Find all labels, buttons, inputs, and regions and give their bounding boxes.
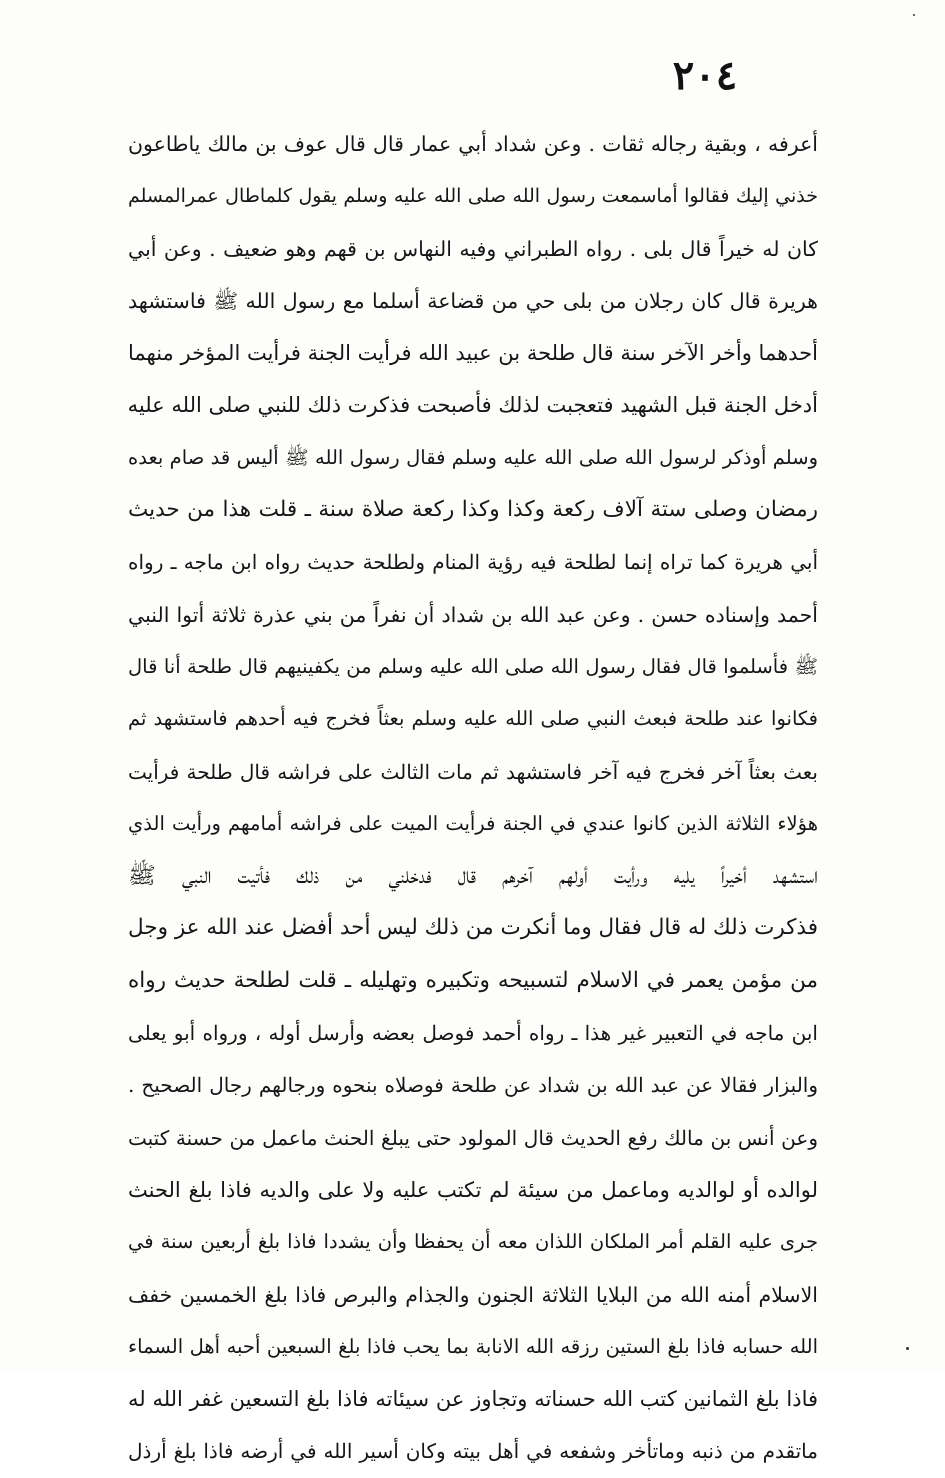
body-text (128, 118, 818, 1478)
text-line: وسلم أوذكر لرسول الله صلى الله عليه وسلم فقال رسول الله ﷺ أليس قد صام بعده (128, 445, 818, 469)
text-line: كان له خيراً قال بلى . رواه الطبراني وفيه النهاس بن قهم وهو ضعيف . وعن أبي (128, 236, 818, 261)
text-line: جرى عليه القلم أمر الملكان اللذان معه أن يحفظا وأن يشددا فاذا بلغ أربعين سنة في (128, 1230, 818, 1254)
text-line: ماتقدم من ذنبه وماتأخر وشفعه في أهل بيته وكان أسير الله في أرضه فاذا بلغ أرذل (128, 1439, 818, 1464)
text-line: ابن ماجه في التعبير غير هذا ـ رواه أحمد فوصل بعضه وأرسل أوله ، ورواه أبو يعلى (128, 1021, 818, 1046)
text-line: فاذا بلغ الثمانين كتب الله حسناته وتجاوز عن سيئاته فاذا بلغ التسعين غفر الله له (128, 1387, 818, 1412)
text-line: الاسلام أمنه الله من البلايا الثلاثة الجنون والجذام والبرص فاذا بلغ الخمسين خفف (128, 1282, 818, 1307)
text-line: لوالده أو لوالديه وماعمل من سيئة لم تكتب عليه ولا على والديه فاذا بلغ الحنث (128, 1177, 818, 1202)
text-line: أعرفه ، وبقية رجاله ثقات . وعن شداد أبي عمار قال قال عوف بن مالك ياطاعون (128, 132, 818, 156)
text-line: أبي هريرة كما تراه إنما لطلحة فيه رؤية المنام ولطلحة حديث رواه ابن ماجه ـ رواه (128, 550, 818, 575)
text-line: أحمد وإسناده حسن . وعن عبد الله بن شداد أن نفراً من بني عذرة ثلاثة أتوا النبي (128, 602, 818, 627)
text-line: خذني إليك فقالوا أماسمعت رسول الله صلى الله عليه وسلم يقول كلماطال عمرالمسلم (128, 185, 818, 208)
text-line: هؤلاء الثلاثة الذين كانوا عندي في الجنة فرأيت الميت على فراشه أمامهم ورأيت الذي (128, 811, 818, 835)
text-line: ﷺ فأسلموا قال فقال رسول الله صلى الله عليه وسلم من يكفينيهم قال طلحة أنا قال (128, 654, 818, 678)
text-line: والبزار فقالا عن عبد الله بن شداد عن طلحة فوصلاه بنحوه ورجالهم رجال الصحيح . (128, 1073, 819, 1098)
page-number: ٢٠٤ (672, 52, 738, 99)
text-line: هريرة قال كان رجلان من بلى حي من قضاعة أسلما مع رسول الله ﷺ فاستشهد (128, 288, 818, 313)
text-line: أحدهما وأخر الآخر سنة قال طلحة بن عبيد الله فرأيت الجنة فرأيت المؤخر منهما (128, 341, 818, 366)
scan-speck (906, 1347, 909, 1350)
text-line: رمضان وصلى ستة آلاف ركعة وكذا وكذا ركعة صلاة سنة ـ قلت هذا من حديث (128, 497, 818, 523)
text-line: فذكرت ذلك له قال فقال وما أنكرت من ذلك ليس أحد أفضل عند الله عز وجل (128, 915, 818, 941)
text-line: الله حسابه فاذا بلغ الستين رزقه الله الانابة بما يحب فاذا بلغ السبعين أحبه أهل السماء (128, 1334, 818, 1358)
text-line: بعث بعثاً آخر فخرج فيه آخر فاستشهد ثم مات الثالث على فراشه قال طلحة فرأيت (128, 759, 818, 784)
scan-speck (913, 14, 915, 16)
text-line: أدخل الجنة قبل الشهيد فتعجبت لذلك فأصبحت فذكرت ذلك للنبي صلى الله عليه (127, 393, 818, 418)
text-line: وعن أنس بن مالك رفع الحديث قال المولود حتى يبلغ الحنث ماعمل من حسنة كتبت (128, 1125, 818, 1150)
text-line: من مؤمن يعمر في الاسلام لتسبيحه وتكبيره وتهليله ـ قلت لطلحة حديث رواه (128, 967, 818, 993)
text-line: فكانوا عند طلحة فبعث النبي صلى الله عليه وسلم بعثاً فخرج فيه أحدهم فاستشهد ثم (128, 707, 818, 731)
text-line: استشهد أخيراً يليه ورأيت أولهم آخرهم قال فدخلني من ذلك فأتيت النبي ﷺ (128, 863, 818, 890)
